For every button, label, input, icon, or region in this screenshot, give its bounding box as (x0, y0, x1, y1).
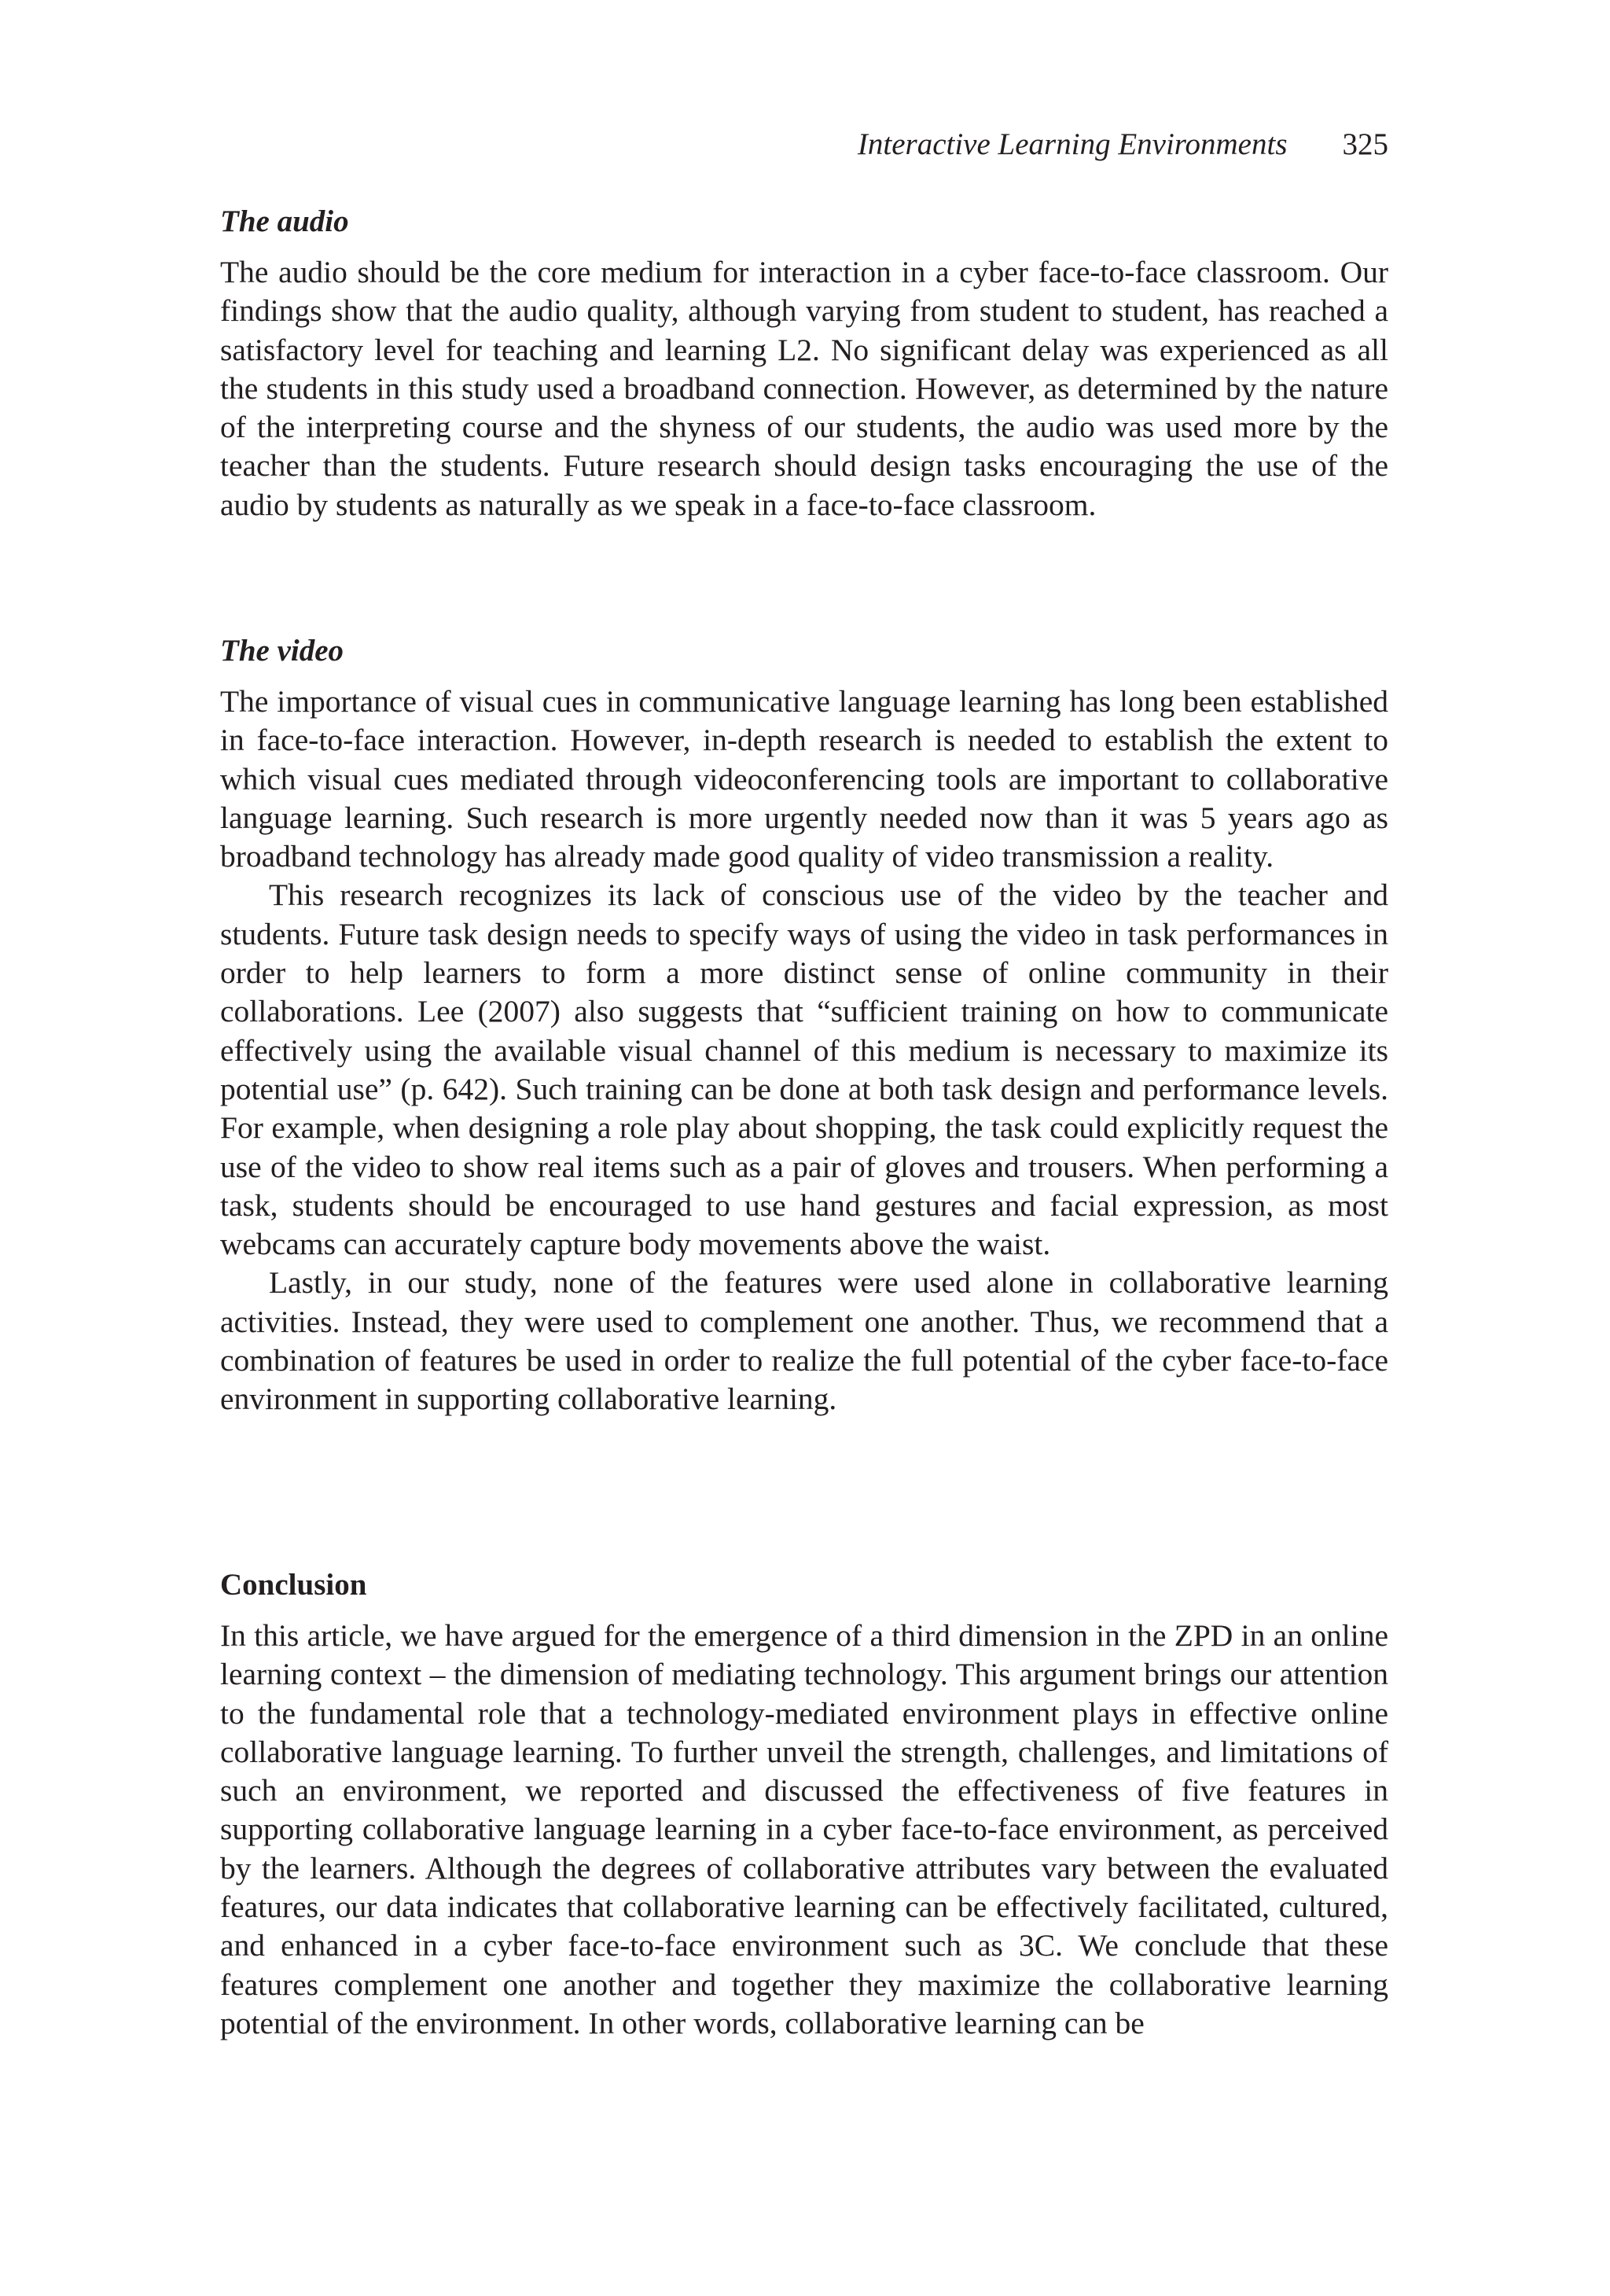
journal-title: Interactive Learning Environments (857, 127, 1288, 161)
paragraph: The importance of visual cues in communicative language learning has long been established in face-to-face interaction. However, in-depth research is needed to establish the extent to which visual cues mediated through videoconferencing tools are important to collaborative language learning. Such research is more urgently needed now than it was 5 years ago as broadband technology has already made good quality of video transmission a reality. (220, 684, 1388, 874)
section-heading-video: The video (220, 634, 344, 668)
section-body-video (220, 683, 1388, 1419)
section-heading-conclusion: Conclusion (220, 1568, 367, 1602)
paragraph: In this article, we have argued for the emergence of a third dimension in the ZPD in an online learning context – the dimension of mediating technology. This argument brings our attention to the fundamental role that a technology-mediated environment plays in effective online collaborative language learning. To further unveil the strength, challenges, and limitations of such an environment, we reported and discussed the effectiveness of five features in supporting collaborative language learning in a cyber face-to-face environment, as perceived by the learners. Although the degrees of collaborative attributes vary between the evaluated features, our data indicates that collaborative learning can be effectively facilitated, cultured, and enhanced in a cyber face-to-face environment such as 3C. We conclude that these features complement one another and together they maximize the collaborative learning potential of the environment. In other words, collaborative learning can be (220, 1618, 1388, 2040)
page-number: 325 (1342, 127, 1388, 161)
paragraph: Lastly, in our study, none of the features were used alone in collaborative learning activities. Instead, they were used to complement one another. Thus, we recommend that a combination of features be used in order to realize the full potential of the cyber face-to-face environment in supporting collaborative learning. (220, 1265, 1388, 1417)
paragraph: The audio should be the core medium for interaction in a cyber face-to-face classroom. Our findings show that the audio quality, although varying from student to student, has reached a satisfactory level for teaching and learning L2. No significant delay was experienced as all the students in this study used a broadband connection. However, as determined by the nature of the interpreting course and the shyness of our students, the audio was used more by the teacher than the students. Future research should design tasks encouraging the use of the audio by students as naturally as we speak in a face-to-face classroom. (220, 255, 1388, 522)
section-body-conclusion (220, 1617, 1388, 2043)
running-header (858, 126, 1388, 164)
section-body-audio (220, 253, 1388, 524)
paragraph: This research recognizes its lack of conscious use of the video by the teacher and students. Future task design needs to specify ways of using the video in task performances in order to help learners to form a more distinct sense of online community in their collaborations. Lee (2007) also suggests that “sufficient training on how to communicate effectively using the available visual channel of this medium is necessary to maximize its potential use” (p. 642). Such training can be done at both task design and performance levels. For example, when designing a role play about shopping, the task could explicitly request the use of the video to show real items such as a pair of gloves and trousers. When performing a task, students should be encouraged to use hand gestures and facial expression, as most webcams can accurately capture body movements above the waist. (220, 878, 1388, 1262)
section-heading-audio: The audio (220, 204, 349, 238)
